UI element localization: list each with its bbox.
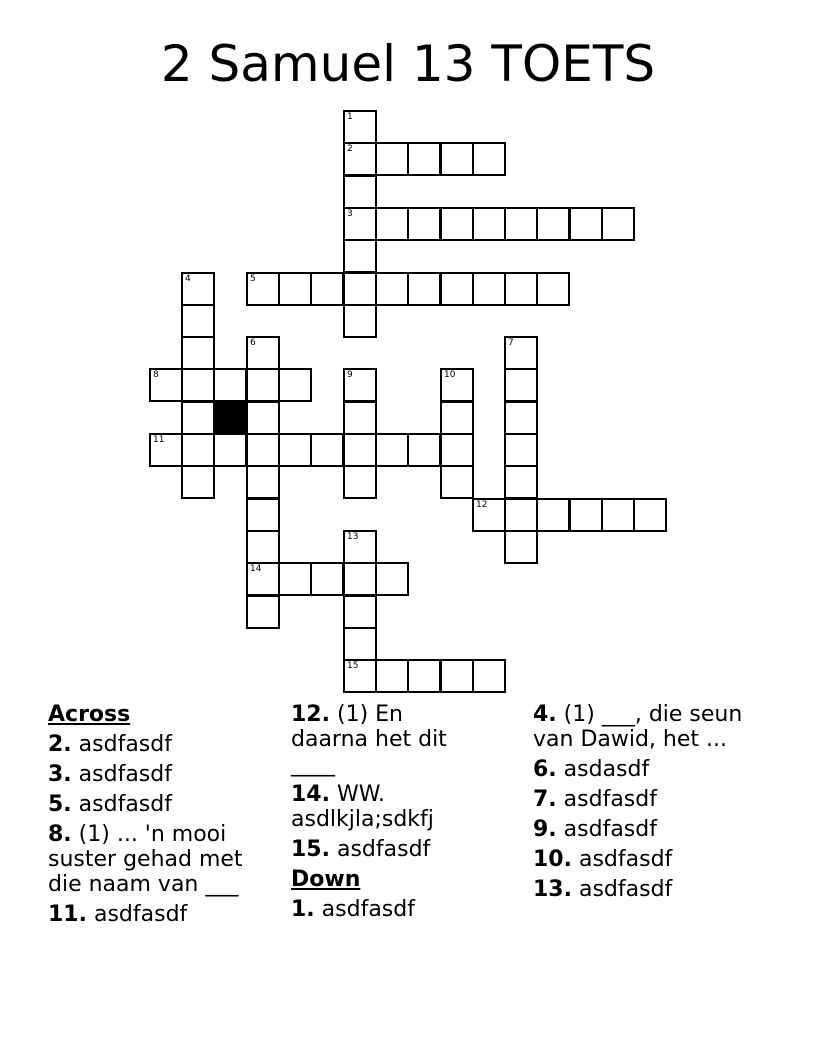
- clue-text: asdfasdf: [78, 792, 172, 817]
- grid-cell[interactable]: [601, 498, 635, 532]
- grid-cell[interactable]: [181, 304, 215, 338]
- grid-cell[interactable]: [440, 465, 474, 499]
- clue-down-9: [533, 817, 773, 842]
- grid-cell[interactable]: [472, 142, 506, 176]
- grid-cell[interactable]: [343, 175, 377, 209]
- grid-cell[interactable]: [343, 401, 377, 435]
- grid-cell[interactable]: [407, 207, 441, 241]
- clue-number: 13.: [533, 877, 572, 902]
- clue-text: asdfasdf: [563, 787, 657, 812]
- grid-cell[interactable]: [536, 207, 570, 241]
- grid-cell[interactable]: [343, 562, 377, 596]
- grid-cell[interactable]: [310, 272, 344, 306]
- clue-text: asdasdf: [563, 757, 650, 782]
- grid-cell[interactable]: [343, 595, 377, 629]
- grid-cell[interactable]: [440, 368, 474, 402]
- cell-number: 6: [250, 338, 256, 348]
- grid-cell[interactable]: [343, 530, 377, 564]
- clue-across-14: [291, 782, 476, 832]
- grid-cell[interactable]: [181, 465, 215, 499]
- grid-cell[interactable]: [407, 272, 441, 306]
- grid-cell[interactable]: [278, 562, 312, 596]
- grid-cell[interactable]: [278, 368, 312, 402]
- grid-cell[interactable]: [149, 433, 183, 467]
- grid-cell[interactable]: [407, 142, 441, 176]
- grid-cell[interactable]: [343, 465, 377, 499]
- grid-cell[interactable]: [407, 659, 441, 693]
- grid-cell[interactable]: [213, 433, 247, 467]
- grid-cell[interactable]: [375, 659, 409, 693]
- cell-number: 5: [250, 274, 256, 284]
- grid-cell[interactable]: [601, 207, 635, 241]
- clue-across-11: [48, 902, 284, 927]
- clue-text: WW. asdlkjla;sdkfj: [291, 782, 434, 832]
- clue-number: 15.: [291, 837, 330, 862]
- grid-cell[interactable]: [440, 659, 474, 693]
- grid-cell[interactable]: [181, 401, 215, 435]
- clue-number: 12.: [291, 702, 330, 727]
- clue-column-1: [48, 702, 284, 932]
- cell-number: 15: [347, 661, 359, 671]
- grid-cell[interactable]: [181, 433, 215, 467]
- cell-number: 10: [444, 370, 456, 380]
- clue-number: 3.: [48, 762, 72, 787]
- grid-cell[interactable]: [246, 530, 280, 564]
- clue-number: 4.: [533, 702, 557, 727]
- grid-cell[interactable]: [343, 110, 377, 144]
- clue-text: asdfasdf: [578, 847, 673, 872]
- grid-cell[interactable]: [504, 465, 538, 499]
- grid-cell[interactable]: [375, 562, 409, 596]
- clue-down-7: [533, 787, 773, 812]
- grid-cell[interactable]: [536, 272, 570, 306]
- grid-cell[interactable]: [504, 498, 538, 532]
- grid-cell[interactable]: [246, 336, 280, 370]
- grid-cell[interactable]: [343, 142, 377, 176]
- grid-cell[interactable]: [569, 207, 603, 241]
- grid-cell[interactable]: [343, 659, 377, 693]
- grid-cell[interactable]: [536, 498, 570, 532]
- cell-number: 13: [347, 532, 359, 542]
- clue-number: 7.: [533, 787, 557, 812]
- grid-cell[interactable]: [472, 659, 506, 693]
- grid-cell[interactable]: [504, 272, 538, 306]
- across-heading: Across: [48, 702, 131, 727]
- clue-text: asdfasdf: [563, 817, 657, 842]
- grid-cell[interactable]: [504, 336, 538, 370]
- grid-cell[interactable]: [472, 272, 506, 306]
- clue-number: 14.: [291, 782, 330, 807]
- clue-down-13: [533, 877, 773, 902]
- grid-cell[interactable]: [310, 433, 344, 467]
- cell-number: 9: [347, 370, 353, 380]
- clue-text: (1) ... 'n mooi suster gehad met die naam van ___: [48, 822, 243, 897]
- grid-cell[interactable]: [440, 207, 474, 241]
- black-cell: [213, 401, 247, 435]
- cell-number: 2: [347, 144, 353, 154]
- grid-cell[interactable]: [472, 498, 506, 532]
- grid-cell[interactable]: [440, 401, 474, 435]
- grid-cell[interactable]: [246, 562, 280, 596]
- clue-number: 5.: [48, 792, 72, 817]
- clue-down-6: [533, 757, 773, 782]
- cell-number: 1: [347, 112, 353, 122]
- grid-cell[interactable]: [375, 207, 409, 241]
- clue-across-5: [48, 792, 284, 817]
- grid-cell[interactable]: [343, 627, 377, 661]
- grid-cell[interactable]: [504, 368, 538, 402]
- clue-number: 10.: [533, 847, 572, 872]
- clue-text: asdfasdf: [578, 877, 673, 902]
- grid-cell[interactable]: [181, 368, 215, 402]
- clue-number: 1.: [291, 897, 315, 922]
- clue-across-2: [48, 732, 284, 757]
- grid-cell[interactable]: [407, 433, 441, 467]
- down-heading: Down: [291, 867, 361, 892]
- grid-cell[interactable]: [343, 368, 377, 402]
- page-title: 2 Samuel 13 TOETS: [160, 35, 656, 93]
- grid-cell[interactable]: [569, 498, 603, 532]
- grid-cell[interactable]: [246, 272, 280, 306]
- grid-cell[interactable]: [504, 433, 538, 467]
- grid-cell[interactable]: [343, 207, 377, 241]
- clue-across-3: [48, 762, 284, 787]
- grid-cell[interactable]: [343, 304, 377, 338]
- clue-text: (1) ___, die seun van Dawid, het ...: [533, 702, 743, 752]
- grid-cell[interactable]: [343, 433, 377, 467]
- grid-cell[interactable]: [246, 595, 280, 629]
- grid-cell[interactable]: [504, 530, 538, 564]
- clue-text: asdfasdf: [336, 837, 431, 862]
- clue-number: 6.: [533, 757, 557, 782]
- clue-down-10: [533, 847, 773, 872]
- cell-number: 14: [250, 564, 262, 574]
- clue-down-4: [533, 702, 768, 752]
- grid-cell[interactable]: [278, 433, 312, 467]
- grid-cell[interactable]: [343, 272, 377, 306]
- cell-number: 11: [153, 435, 165, 445]
- clue-text: asdfasdf: [78, 732, 172, 757]
- clue-number: 9.: [533, 817, 557, 842]
- grid-cell[interactable]: [246, 433, 280, 467]
- cell-number: 8: [153, 370, 159, 380]
- clue-text: asdfasdf: [78, 762, 172, 787]
- cell-number: 7: [508, 338, 514, 348]
- clue-number: 8.: [48, 822, 72, 847]
- clue-column-2: [291, 702, 491, 927]
- grid-cell[interactable]: [149, 368, 183, 402]
- grid-cell[interactable]: [375, 142, 409, 176]
- grid-cell[interactable]: [504, 207, 538, 241]
- grid-cell[interactable]: [440, 272, 474, 306]
- grid-cell[interactable]: [246, 498, 280, 532]
- clue-across-12: [291, 702, 481, 777]
- clue-number: 2.: [48, 732, 72, 757]
- grid-cell[interactable]: [310, 562, 344, 596]
- grid-cell[interactable]: [440, 433, 474, 467]
- cell-number: 4: [185, 274, 191, 284]
- cell-number: 12: [476, 500, 488, 510]
- clue-text: asdfasdf: [321, 897, 415, 922]
- cell-number: 3: [347, 209, 353, 219]
- clue-text: asdfasdf: [93, 902, 188, 927]
- grid-cell[interactable]: [343, 239, 377, 273]
- grid-cell[interactable]: [278, 272, 312, 306]
- grid-cell[interactable]: [504, 401, 538, 435]
- grid-cell[interactable]: [246, 368, 280, 402]
- grid-cell[interactable]: [213, 368, 247, 402]
- grid-cell[interactable]: [181, 272, 215, 306]
- grid-cell[interactable]: [375, 272, 409, 306]
- clue-across-8: [48, 822, 248, 897]
- grid-cell[interactable]: [246, 465, 280, 499]
- grid-cell[interactable]: [440, 142, 474, 176]
- clue-across-15: [291, 837, 491, 862]
- grid-cell[interactable]: [472, 207, 506, 241]
- clue-text: (1) En daarna het dit ____: [291, 702, 447, 777]
- grid-cell[interactable]: [375, 433, 409, 467]
- grid-cell[interactable]: [181, 336, 215, 370]
- grid-cell[interactable]: [246, 401, 280, 435]
- grid-cell[interactable]: [633, 498, 667, 532]
- clue-number: 11.: [48, 902, 87, 927]
- clue-down-1: [291, 897, 491, 922]
- clue-column-3: [533, 702, 773, 907]
